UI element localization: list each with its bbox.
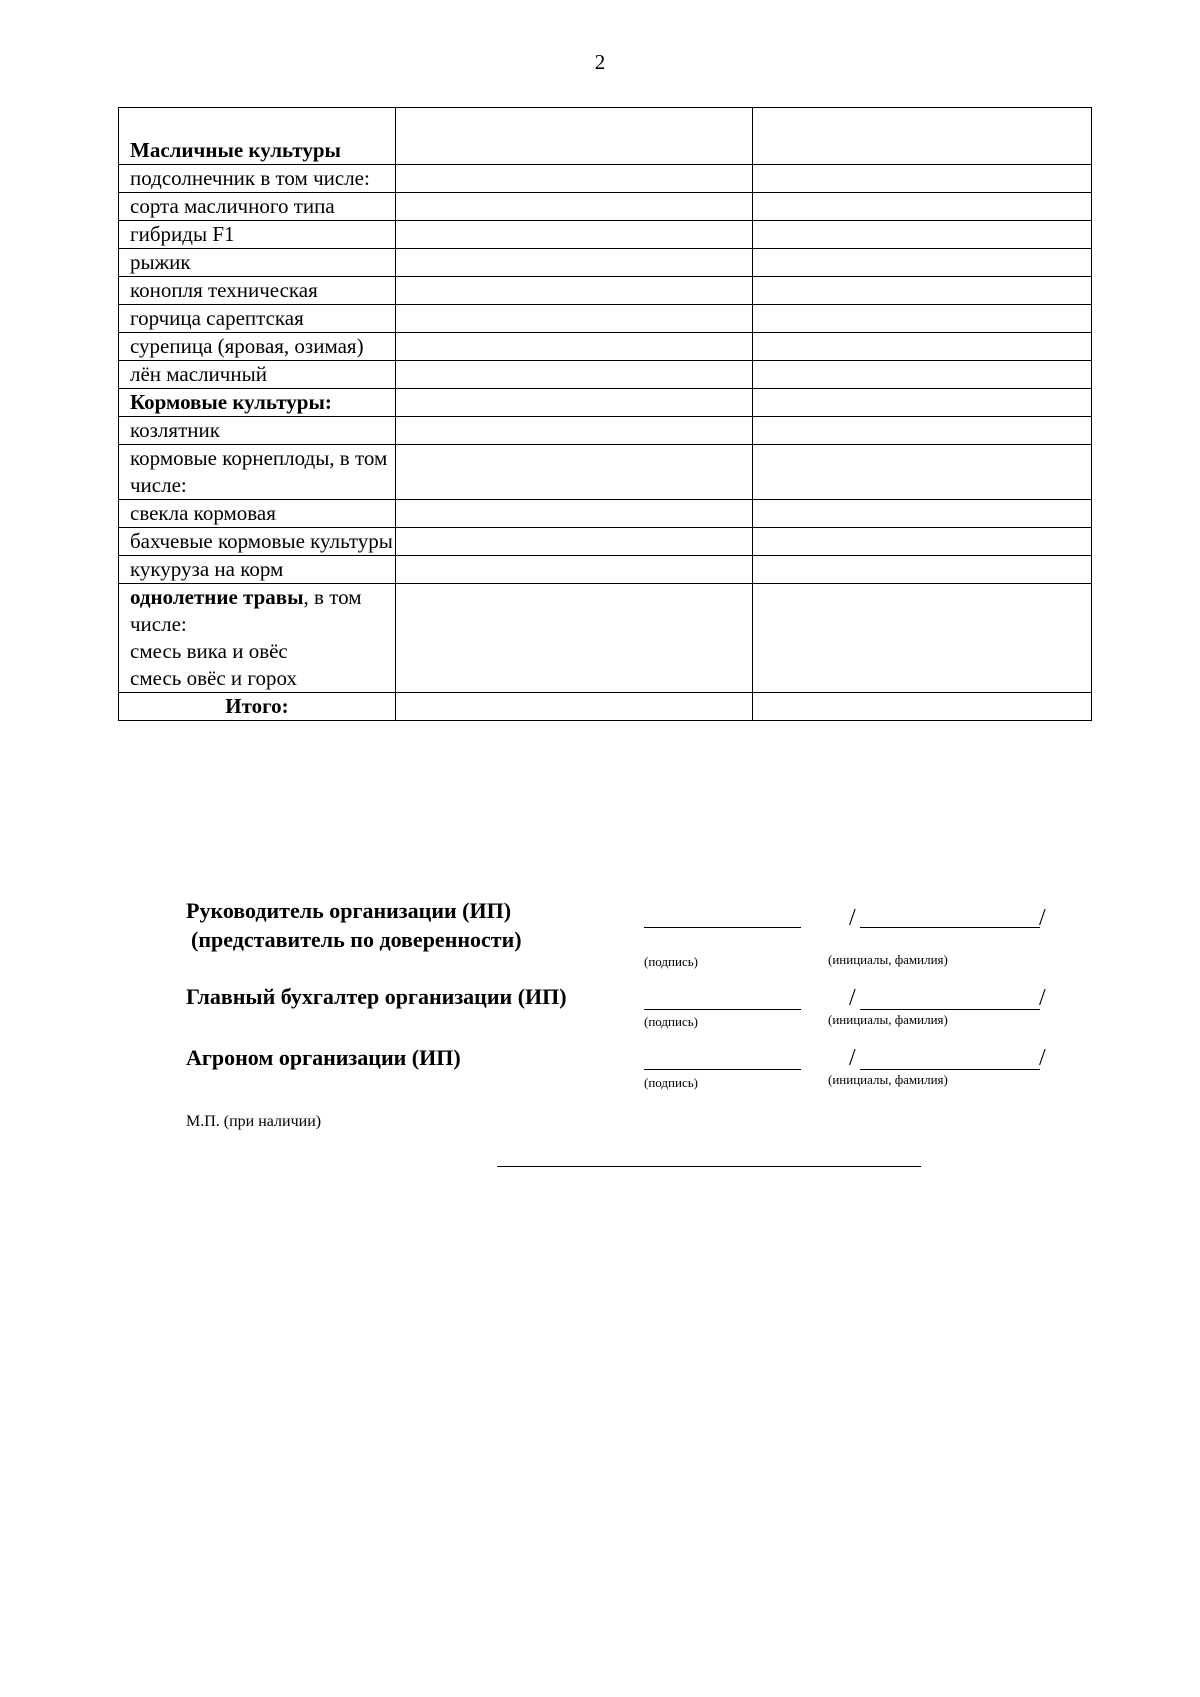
bottom-rule [497, 1166, 921, 1167]
row-label-cell: конопля техническая [119, 277, 396, 305]
value-cell-col3[interactable] [753, 389, 1092, 417]
row-label-cell [119, 584, 396, 693]
row-label-cell: сорта масличного типа [119, 193, 396, 221]
value-cell-col3[interactable] [753, 693, 1092, 721]
row-sub-line: смесь овёс и горох [130, 666, 297, 690]
head-initials-caption: (инициалы, фамилия) [828, 952, 948, 967]
value-cell-col3[interactable] [753, 500, 1092, 528]
accountant-title: Главный бухгалтер организации (ИП) [186, 984, 567, 1009]
table-row [119, 693, 1092, 721]
table-row [119, 305, 1092, 333]
row-label-cell: сурепица (яровая, озимая) [119, 333, 396, 361]
head-title-line2: (представитель по доверенности) [191, 927, 522, 952]
table-row [119, 417, 1092, 445]
row-label-cell: бахчевые кормовые культуры [119, 528, 396, 556]
value-cell-col2[interactable] [396, 500, 753, 528]
row-label-cell: козлятник [119, 417, 396, 445]
stamp-note: М.П. (при наличии) [186, 1113, 322, 1130]
value-cell-col3[interactable] [753, 445, 1092, 500]
accountant-initials-caption: (инициалы, фамилия) [828, 1012, 948, 1027]
row-label-rest: , в том числе: [130, 585, 362, 636]
row-label-cell: Кормовые культуры: [119, 389, 396, 417]
table-row [119, 500, 1092, 528]
agronomist-slash-left: / [849, 1045, 856, 1071]
table-row [119, 528, 1092, 556]
table-row [119, 389, 1092, 417]
value-cell-col2[interactable] [396, 165, 753, 193]
row-label-cell: лён масличный [119, 361, 396, 389]
value-cell-col2[interactable] [396, 417, 753, 445]
agronomist-slash-right: / [1039, 1045, 1046, 1071]
table-row [119, 277, 1092, 305]
value-cell-col2[interactable] [396, 528, 753, 556]
value-cell-col2[interactable] [396, 277, 753, 305]
table-row [119, 445, 1092, 500]
value-cell-col2[interactable] [396, 108, 753, 165]
value-cell-col2[interactable] [396, 249, 753, 277]
value-cell-col2[interactable] [396, 389, 753, 417]
head-initials-line[interactable] [860, 927, 1040, 928]
value-cell-col3[interactable] [753, 361, 1092, 389]
head-slash-right: / [1039, 905, 1046, 931]
head-signature-line[interactable] [644, 927, 801, 928]
value-cell-col2[interactable] [396, 305, 753, 333]
table-row [119, 108, 1092, 165]
value-cell-col3[interactable] [753, 193, 1092, 221]
page-number: 2 [594, 50, 606, 74]
value-cell-col3[interactable] [753, 249, 1092, 277]
accountant-slash-right: / [1039, 985, 1046, 1011]
value-cell-col3[interactable] [753, 108, 1092, 165]
table-row [119, 333, 1092, 361]
value-cell-col2[interactable] [396, 333, 753, 361]
row-label-cell: кукуруза на корм [119, 556, 396, 584]
head-title-line1: Руководитель организации (ИП) [186, 898, 512, 923]
accountant-slash-left: / [849, 985, 856, 1011]
table-row [119, 556, 1092, 584]
table-row [119, 361, 1092, 389]
agronomist-signature-caption: (подпись) [644, 1075, 698, 1090]
accountant-initials-line[interactable] [860, 1009, 1040, 1010]
value-cell-col3[interactable] [753, 417, 1092, 445]
crops-table [118, 107, 1092, 721]
row-label-cell: кормовые корнеплоды, в том числе: [119, 445, 396, 500]
table-row [119, 249, 1092, 277]
value-cell-col2[interactable] [396, 584, 753, 693]
row-label-cell: Масличные культуры [119, 108, 396, 165]
row-label-cell: подсолнечник в том числе: [119, 165, 396, 193]
accountant-signature-caption: (подпись) [644, 1014, 698, 1029]
table-row [119, 584, 1092, 693]
row-label-cell: рыжик [119, 249, 396, 277]
value-cell-col2[interactable] [396, 693, 753, 721]
value-cell-col2[interactable] [396, 445, 753, 500]
value-cell-col3[interactable] [753, 584, 1092, 693]
table-row [119, 165, 1092, 193]
value-cell-col3[interactable] [753, 333, 1092, 361]
head-signature-caption: (подпись) [644, 954, 698, 969]
value-cell-col3[interactable] [753, 221, 1092, 249]
head-slash-left: / [849, 905, 856, 931]
value-cell-col2[interactable] [396, 556, 753, 584]
row-label-cell: горчица сарептская [119, 305, 396, 333]
value-cell-col3[interactable] [753, 165, 1092, 193]
row-label-cell: Итого: [119, 693, 396, 721]
value-cell-col2[interactable] [396, 361, 753, 389]
value-cell-col3[interactable] [753, 277, 1092, 305]
table-row [119, 193, 1092, 221]
table-row [119, 221, 1092, 249]
value-cell-col3[interactable] [753, 528, 1092, 556]
agronomist-signature-line[interactable] [644, 1069, 801, 1070]
agronomist-initials-line[interactable] [860, 1069, 1040, 1070]
value-cell-col2[interactable] [396, 193, 753, 221]
row-sub-line: смесь вика и овёс [130, 639, 288, 663]
value-cell-col2[interactable] [396, 221, 753, 249]
row-label-cell: свекла кормовая [119, 500, 396, 528]
value-cell-col3[interactable] [753, 305, 1092, 333]
row-label-bold: однолетние травы [130, 585, 304, 609]
agronomist-initials-caption: (инициалы, фамилия) [828, 1072, 948, 1087]
crops-table-body [119, 108, 1092, 721]
row-label-cell: гибриды F1 [119, 221, 396, 249]
agronomist-title: Агроном организации (ИП) [186, 1045, 461, 1070]
accountant-signature-line[interactable] [644, 1009, 801, 1010]
value-cell-col3[interactable] [753, 556, 1092, 584]
